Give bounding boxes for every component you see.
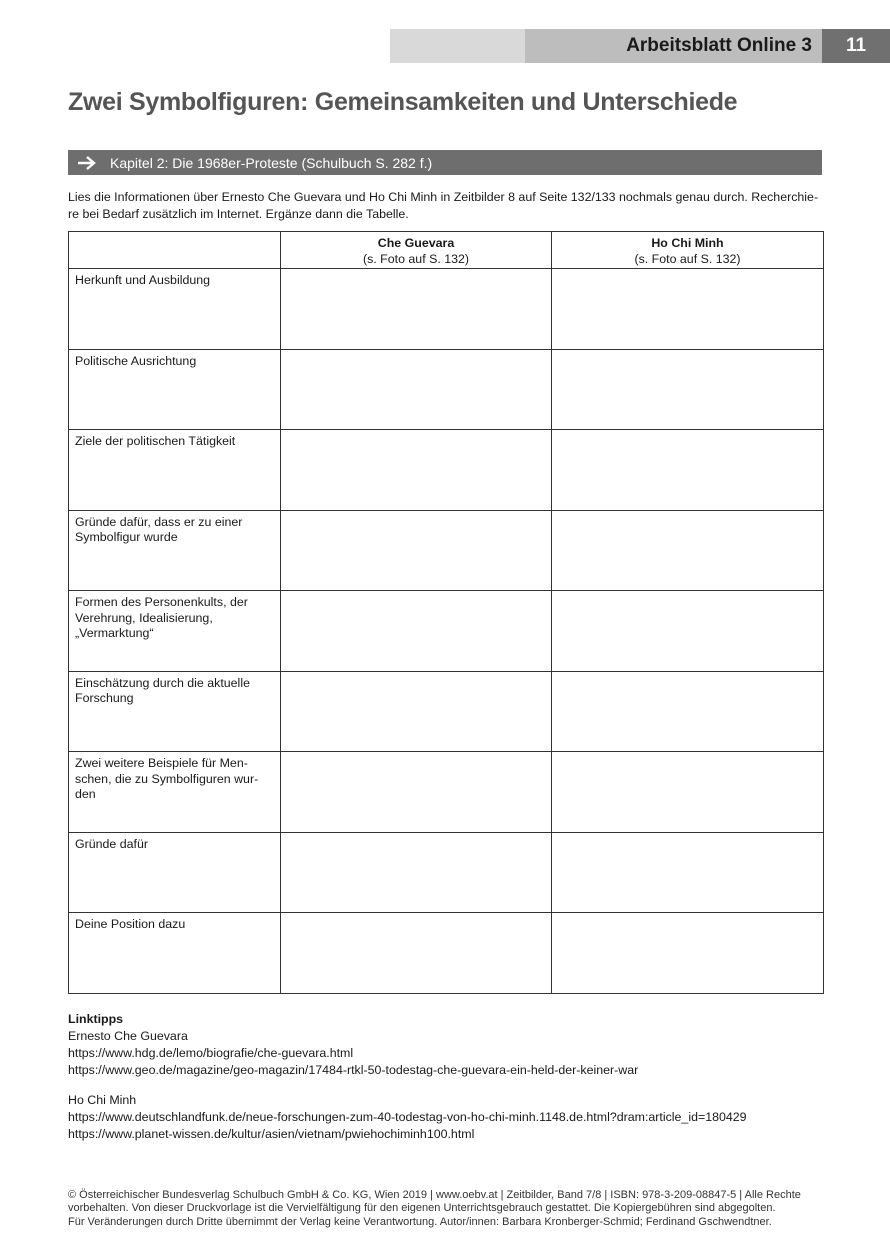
column-header-che-guevara: [281, 232, 552, 269]
answer-cell-ho-chi-minh[interactable]: [552, 269, 824, 350]
row-label: Herkunft und Ausbildung: [69, 269, 281, 350]
row-label: Einschätzung durch die aktuelle Forschung: [69, 671, 281, 752]
table-row: [69, 269, 824, 350]
row-label: Gründe dafür, dass er zu einer Symbolfigur wurde: [69, 510, 281, 591]
page-number: 11: [845, 35, 867, 56]
header-bar-light: [390, 29, 525, 63]
header-empty-cell: [69, 232, 281, 269]
header-bar: [525, 29, 822, 63]
answer-cell-che-guevara[interactable]: [281, 430, 552, 511]
answer-cell-ho-chi-minh[interactable]: [552, 913, 824, 994]
row-label: Gründe dafür: [69, 832, 281, 913]
table-row: [69, 430, 824, 511]
worksheet-label: Arbeitsblatt Online 3: [626, 35, 812, 56]
link-group-title: Ho Chi Minh: [68, 1093, 137, 1107]
table-row: [69, 671, 824, 752]
row-label: Zwei weitere Beispiele für Men- schen, die zu Symbolfiguren wur- den: [69, 752, 281, 833]
table-row: [69, 752, 824, 833]
answer-cell-ho-chi-minh[interactable]: [552, 430, 824, 511]
column-name: Ho Chi Minh: [651, 236, 724, 250]
link-url[interactable]: https://www.hdg.de/lemo/biografie/che-guevara.html: [68, 1046, 354, 1060]
row-label: Formen des Personenkults, der Verehrung, Idealisierung, „Vermarktung“: [69, 591, 281, 672]
footer-line: Für Veränderungen durch Dritte übernimmt der Verlag keine Verantwortung. Autor/innen: Barbara Kronberger-Schmid; Ferdinand Gschwendtner.: [68, 1215, 772, 1228]
comparison-table: [68, 231, 824, 994]
answer-cell-che-guevara[interactable]: [281, 752, 552, 833]
answer-cell-ho-chi-minh[interactable]: [552, 349, 824, 430]
arrow-right-icon: [68, 150, 106, 175]
column-note: (s. Foto auf S. 132): [634, 251, 741, 266]
link-group-title: Ernesto Che Guevara: [68, 1029, 188, 1043]
answer-cell-che-guevara[interactable]: [281, 671, 552, 752]
column-note: (s. Foto auf S. 132): [362, 251, 470, 266]
table-header-row: [69, 232, 824, 269]
table-row: [69, 591, 824, 672]
answer-cell-ho-chi-minh[interactable]: [552, 832, 824, 913]
answer-cell-ho-chi-minh[interactable]: [552, 671, 824, 752]
chapter-text: Kapitel 2: Die 1968er-Proteste (Schulbuch S. 282 f.): [110, 154, 433, 171]
column-header-ho-chi-minh: [552, 232, 824, 269]
link-url[interactable]: https://www.planet-wissen.de/kultur/asien/vietnam/pwiehochiminh100.html: [68, 1127, 475, 1141]
answer-cell-che-guevara[interactable]: [281, 591, 552, 672]
instructions: Lies die Informationen über Ernesto Che Guevara und Ho Chi Minh in Zeitbilder 8 auf Seite 132/133 nochmals genau durch. Recherchie-re bei Bedarf zusätzlich im Internet. Ergänze dann die Tabelle.: [68, 190, 819, 221]
row-label: Ziele der politischen Tätigkeit: [69, 430, 281, 511]
table-row: [69, 832, 824, 913]
link-url[interactable]: https://www.geo.de/magazine/geo-magazin/17484-rtkl-50-todestag-che-guevara-ein-held-der-keiner-war: [68, 1063, 639, 1077]
answer-cell-ho-chi-minh[interactable]: [552, 591, 824, 672]
table-row: [69, 510, 824, 591]
answer-cell-che-guevara[interactable]: [281, 349, 552, 430]
table-row: [69, 913, 824, 994]
footer-line: vorbehalten. Von dieser Druckvorlage ist die Vervielfältigung für den eigenen Unterrichtsgebrauch gestattet. Die Kopiergebühren sind abgegolten.: [68, 1202, 776, 1215]
answer-cell-che-guevara[interactable]: [281, 913, 552, 994]
answer-cell-ho-chi-minh[interactable]: [552, 510, 824, 591]
link-tips-heading: Linktipps: [68, 1012, 124, 1026]
spacer: [68, 1079, 747, 1092]
answer-cell-che-guevara[interactable]: [281, 510, 552, 591]
copyright-footer: [68, 1189, 828, 1229]
chapter-bar: [68, 150, 822, 175]
page-title: Zwei Symbolfiguren: Gemeinsamkeiten und Unterschiede: [68, 88, 738, 116]
answer-cell-che-guevara[interactable]: [281, 269, 552, 350]
answer-cell-ho-chi-minh[interactable]: [552, 752, 824, 833]
table-row: [69, 349, 824, 430]
answer-cell-che-guevara[interactable]: [281, 832, 552, 913]
column-name: Che Guevara: [377, 236, 455, 250]
row-label: Politische Ausrichtung: [69, 349, 281, 430]
page-number-box: [822, 29, 890, 63]
row-label: Deine Position dazu: [69, 913, 281, 994]
link-url[interactable]: https://www.deutschlandfunk.de/neue-forschungen-zum-40-todestag-von-ho-chi-minh.1148.de.html?dram:article_id=180429: [68, 1110, 747, 1124]
footer-line: © Österreichischer Bundesverlag Schulbuch GmbH & Co. KG, Wien 2019 | www.oebv.at | Zeitbilder, Band 7/8 | ISBN: 978-3-209-08847-5 | Alle Rechte: [68, 1189, 801, 1201]
link-tips: [68, 1011, 747, 1143]
